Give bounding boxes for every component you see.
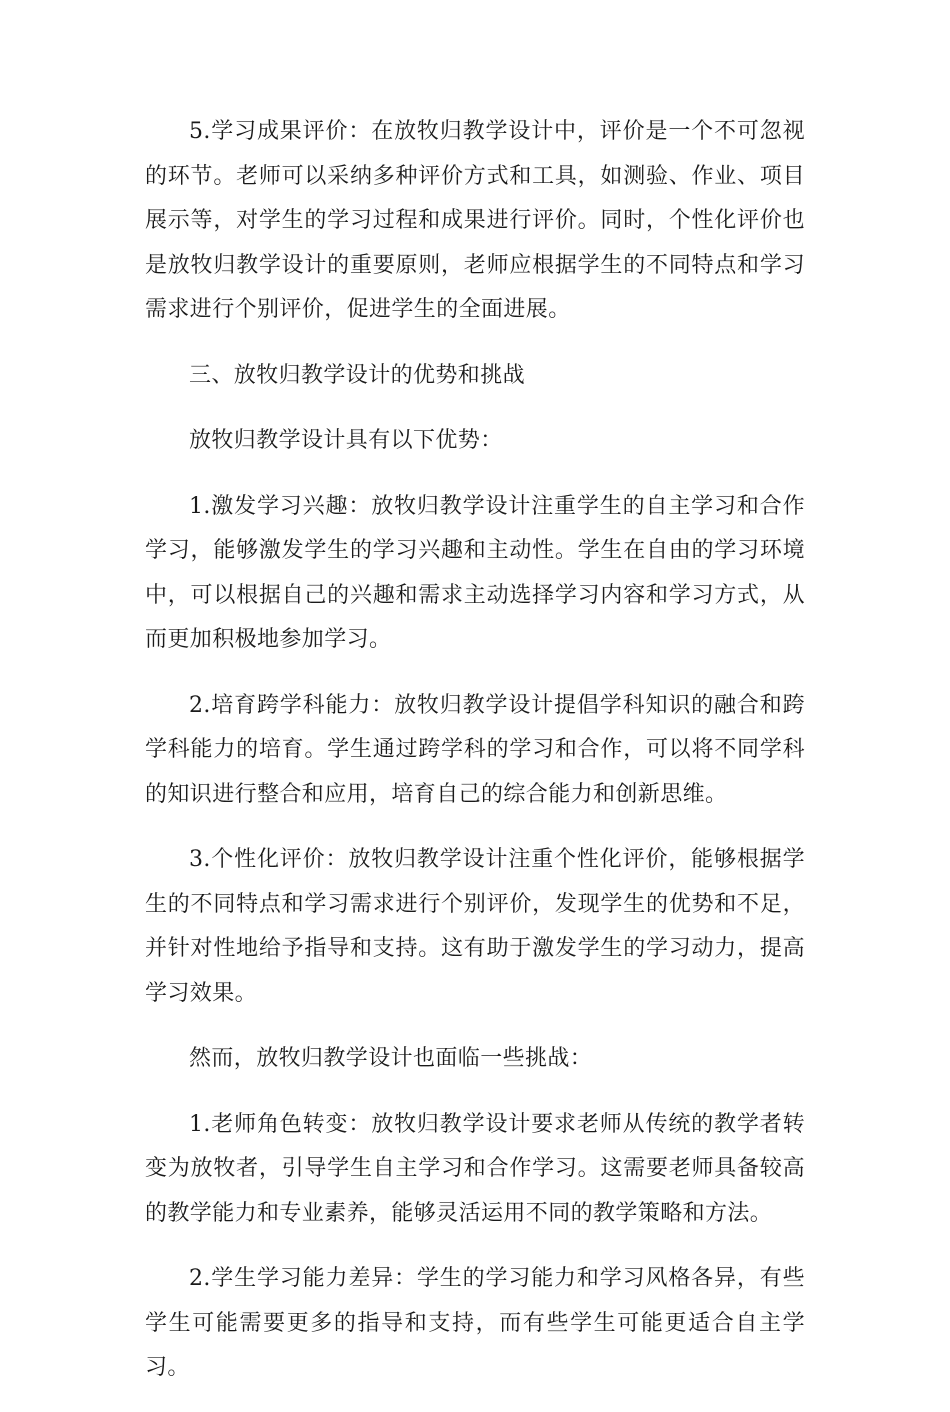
document-body: [145, 110, 805, 1412]
paragraph-challenge-student-differences: 2.学生学习能力差异：学生的学习能力和学习风格各异，有些学生可能需要更多的指导和支持，而有些学生可能更适合自主学习。: [145, 1266, 805, 1380]
paragraph-learning-outcome-evaluation: 5.学习成果评价：在放牧归教学设计中，评价是一个不可忽视的环节。老师可以采纳多种评价方式和工具，如测验、作业、项目展示等，对学生的学习过程和成果进行评价。同时，个性化评价也是放牧归教学设计的重要原则，老师应根据学生的不同特点和学习需求进行个别评价，促进学生的全面进展。: [145, 119, 805, 322]
paragraph-advantage-interdisciplinary: 2.培育跨学科能力：放牧归教学设计提倡学科知识的融合和跨学科能力的培育。学生通过跨学科的学习和合作，可以将不同学科的知识进行整合和应用，培育自己的综合能力和创新思维。: [145, 692, 805, 807]
section-heading-advantages-challenges: 三、放牧归教学设计的优势和挑战: [189, 362, 526, 388]
paragraph-advantages-intro: 放牧归教学设计具有以下优势：: [189, 428, 503, 453]
paragraph-advantage-personalized-evaluation: 3.个性化评价：放牧归教学设计注重个性化评价，能够根据学生的不同特点和学习需求进行个别评价，发现学生的优势和不足，并针对性地给予指导和支持。这有助于激发学生的学习动力，提高学习效果。: [145, 847, 805, 1006]
paragraph-challenges-intro: 然而，放牧归教学设计也面临一些挑战：: [189, 1046, 593, 1071]
paragraph-challenge-teacher-role: 1.老师角色转变：放牧归教学设计要求老师从传统的教学者转变为放牧者，引导学生自主学习和合作学习。这需要老师具备较高的教学能力和专业素养，能够灵活运用不同的教学策略和方法。: [145, 1111, 805, 1226]
paragraph-advantage-interest: 1.激发学习兴趣：放牧归教学设计注重学生的自主学习和合作学习，能够激发学生的学习兴趣和主动性。学生在自由的学习环境中，可以根据自己的兴趣和需求主动选择学习内容和学习方式，从而更加积极地参加学习。: [145, 493, 805, 652]
